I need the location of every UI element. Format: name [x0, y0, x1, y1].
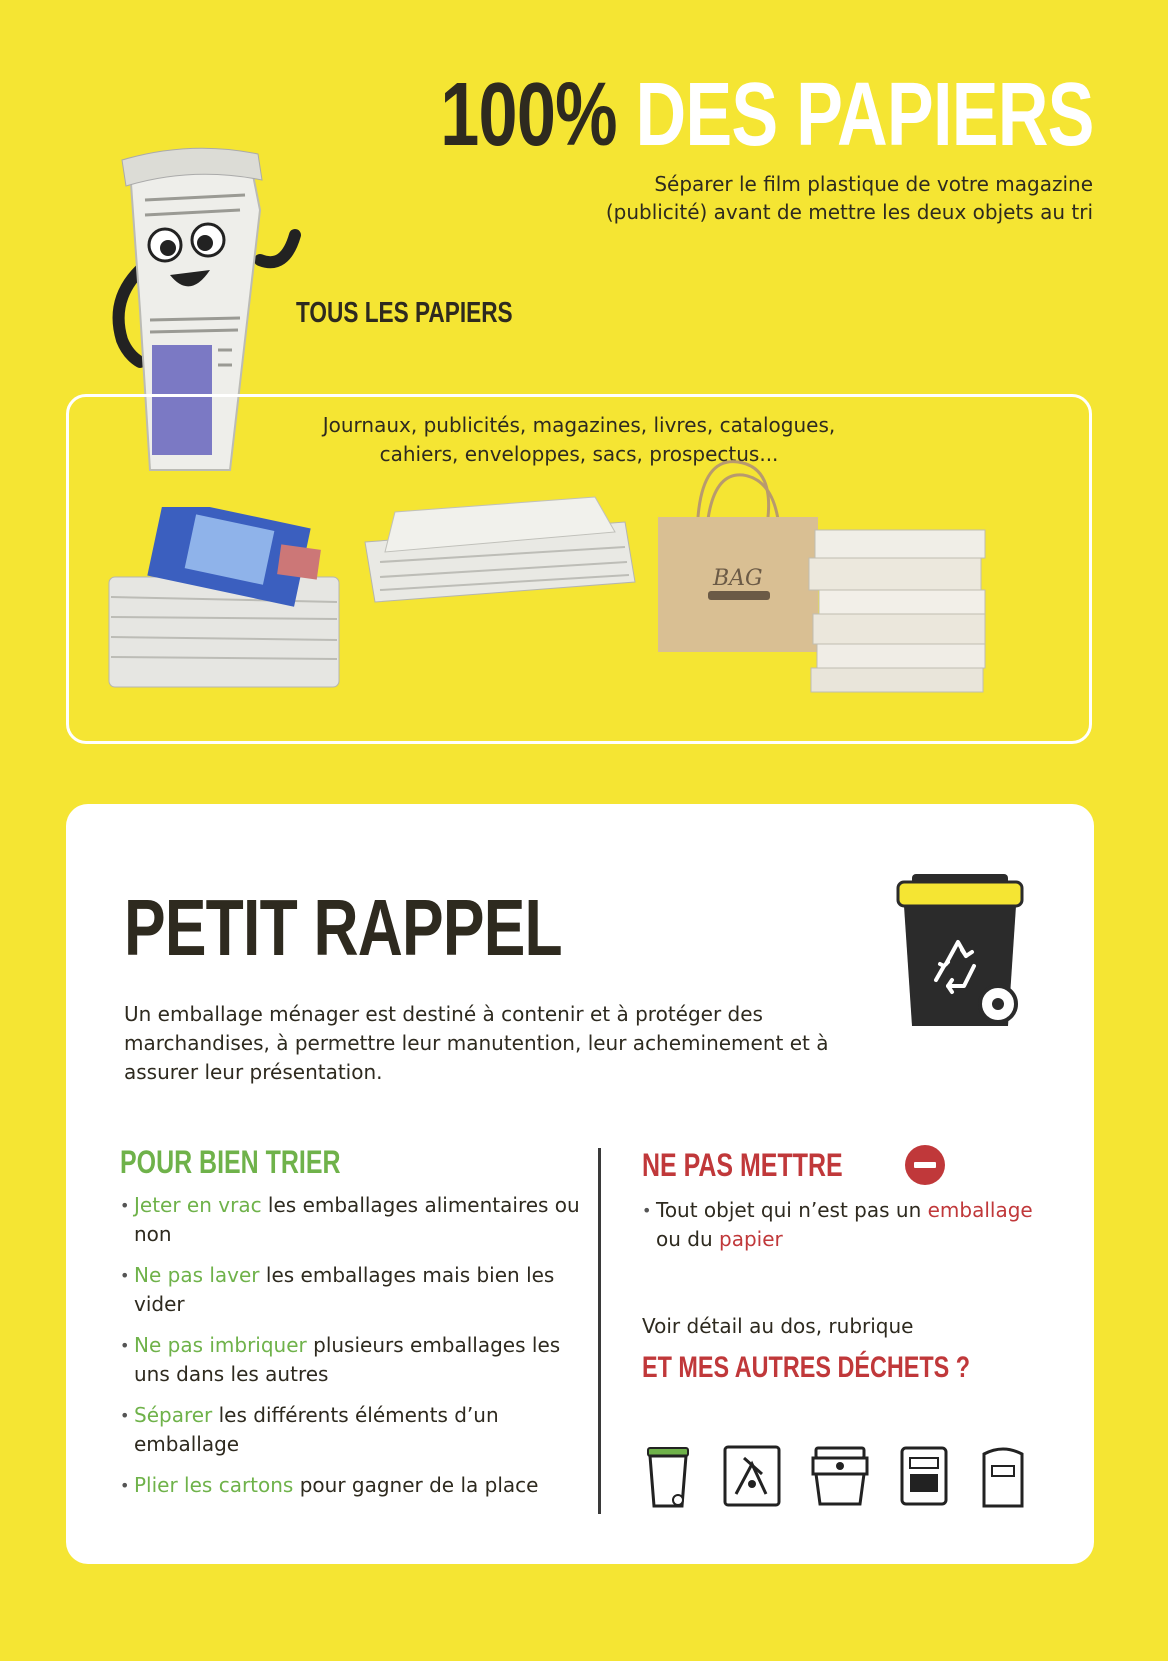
rule-highlight: emballage [927, 1198, 1033, 1222]
hero-subtitle [533, 170, 1093, 226]
intro-line: assurer leur présentation. [124, 1060, 383, 1084]
waste-icons-row [644, 1444, 1064, 1514]
hero-subtitle-line: Séparer le film plastique de votre magazine [654, 172, 1093, 196]
rule-text: ou du [656, 1227, 719, 1251]
green-bin-icon [644, 1444, 692, 1510]
other-waste-heading: ET MES AUTRES DÉCHETS ? [642, 1351, 971, 1384]
rule-text: les emballages mais bien les vider [134, 1263, 555, 1316]
waste-container-icon [978, 1444, 1028, 1510]
column-divider [598, 1148, 601, 1514]
rule-highlight: Ne pas imbriquer [134, 1333, 307, 1357]
rule-highlight: Ne pas laver [134, 1263, 260, 1287]
papers-list-line: cahiers, enveloppes, sacs, prospectus... [379, 442, 779, 466]
papers-list-line: Journaux, publicités, magazines, livres, catalogues, [322, 413, 836, 437]
rule-text: Tout objet qui n’est pas un [656, 1198, 928, 1222]
list-item [120, 1191, 590, 1249]
rule-text: les différents éléments d’un emballage [134, 1403, 499, 1456]
do-not-list [642, 1196, 1062, 1254]
rule-highlight: Plier les cartons [134, 1473, 294, 1497]
rule-highlight: papier [719, 1227, 783, 1251]
rule-text: plusieurs emballages les uns dans les autres [134, 1333, 561, 1386]
rule-text: les emballages alimentaires ou non [134, 1193, 580, 1246]
sort-well-list [120, 1191, 590, 1500]
do-not-header [642, 1144, 1062, 1186]
papers-list-text [69, 411, 1089, 469]
reminder-intro [124, 1000, 884, 1087]
list-item [120, 1471, 590, 1500]
rule-highlight: Séparer [134, 1403, 213, 1427]
do-not-title: NE PAS METTRE [642, 1146, 843, 1183]
hero-subtitle-line: (publicité) avant de mettre les deux objets au tri [605, 200, 1093, 224]
hero-title-papers: DES PAPIERS [635, 65, 1094, 165]
do-not-column [642, 1144, 1062, 1385]
bag-logo: BAG [713, 566, 763, 591]
hero-title [440, 65, 1094, 165]
list-item [120, 1401, 590, 1459]
textile-container-icon [898, 1444, 950, 1508]
reminder-title: PETIT RAPPEL [124, 883, 562, 972]
see-detail-text: Voir détail au dos, rubrique [642, 1314, 914, 1338]
list-item [120, 1261, 590, 1319]
papers-box [66, 394, 1092, 744]
glass-container-icon [722, 1444, 782, 1508]
book-stack-illustration [805, 525, 995, 695]
magazine-stack-illustration [99, 507, 359, 697]
recycling-bin-icon [894, 868, 1026, 1030]
intro-line: Un emballage ménager est destiné à contenir et à protéger des [124, 1002, 763, 1026]
rule-text: pour gagner de la place [293, 1473, 539, 1497]
sort-well-title: POUR BIEN TRIER [120, 1144, 341, 1180]
compost-bin-icon [810, 1444, 870, 1508]
paper-bag-illustration [653, 457, 823, 657]
hero-title-percent: 100% [440, 65, 618, 165]
list-item [642, 1196, 1062, 1254]
sort-well-column [120, 1144, 590, 1512]
stop-icon [905, 1145, 945, 1185]
newspaper-pile-illustration [355, 482, 645, 612]
reminder-card [66, 804, 1094, 1564]
all-papers-heading: TOUS LES PAPIERS [296, 297, 513, 329]
intro-line: marchandises, à permettre leur manutention, leur acheminement et à [124, 1031, 829, 1055]
rule-highlight: Jeter en vrac [134, 1193, 262, 1217]
list-item [120, 1331, 590, 1389]
